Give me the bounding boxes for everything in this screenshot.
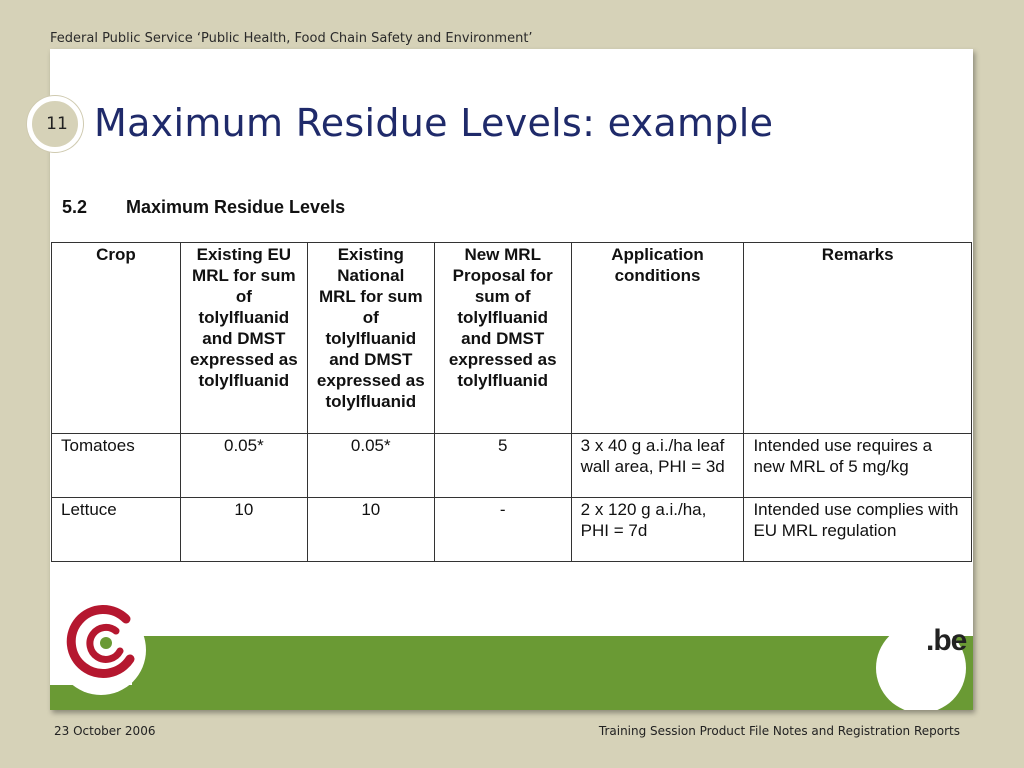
header-existing-national-mrl: Existing National MRL for sum of tolylfluanid and DMST expressed as tolylfluanid [307, 243, 434, 434]
organization-header: Federal Public Service ‘Public Health, Food Chain Safety and Environment’ [50, 31, 533, 46]
cell-crop: Lettuce [52, 498, 181, 562]
cell-eu-mrl: 0.05* [180, 434, 307, 498]
footer-session: Training Session Product File Notes and Registration Reports [598, 724, 960, 738]
header-crop: Crop [52, 243, 181, 434]
cell-remarks: Intended use requires a new MRL of 5 mg/kg [744, 434, 972, 498]
cell-application: 2 x 120 g a.i./ha, PHI = 7d [571, 498, 744, 562]
mrl-table [51, 242, 972, 562]
cell-new-mrl: 5 [434, 434, 571, 498]
slide-title: Maximum Residue Levels: example [94, 101, 774, 145]
cell-remarks: Intended use complies with EU MRL regulation [744, 498, 972, 562]
footer-green-band [132, 636, 973, 710]
header-remarks: Remarks [744, 243, 972, 434]
header-new-mrl-proposal: New MRL Proposal for sum of tolylfluanid and DMST expressed as tolylfluanid [434, 243, 571, 434]
slide-canvas [50, 49, 973, 710]
be-logo-text: .be [926, 624, 967, 657]
section-number: 5.2 [62, 197, 88, 217]
footer-date: 23 October 2006 [54, 724, 156, 738]
header-existing-eu-mrl: Existing EU MRL for sum of tolylfluanid and DMST expressed as tolylfluanid [180, 243, 307, 434]
header-application-conditions: Application conditions [571, 243, 744, 434]
be-logo [926, 624, 966, 658]
fps-health-logo-icon [64, 601, 144, 681]
table-row [52, 498, 972, 562]
cell-new-mrl: - [434, 498, 571, 562]
cell-national-mrl: 0.05* [307, 434, 434, 498]
table-row [52, 434, 972, 498]
table-header-row [52, 243, 972, 434]
page-number-badge: 11 [27, 96, 83, 152]
cell-eu-mrl: 10 [180, 498, 307, 562]
cell-application: 3 x 40 g a.i./ha leaf wall area, PHI = 3d [571, 434, 744, 498]
section-title: Maximum Residue Levels [126, 197, 346, 217]
cell-crop: Tomatoes [52, 434, 181, 498]
cell-national-mrl: 10 [307, 498, 434, 562]
section-heading [62, 197, 345, 218]
